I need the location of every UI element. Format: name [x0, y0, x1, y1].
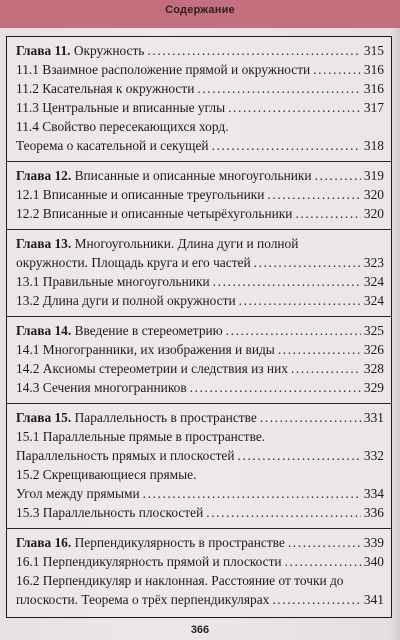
dot-leader — [226, 321, 361, 341]
dot-leader — [238, 446, 361, 466]
entry-title: 11.3 Центральные и вписанные углы — [16, 100, 226, 115]
page-number: 316 — [363, 62, 384, 77]
chapter-heading[interactable] — [16, 234, 384, 254]
page-number: 316 — [363, 81, 384, 96]
chapter-label: Глава 15. — [16, 410, 72, 425]
page-number: 339 — [363, 535, 384, 550]
dot-leader — [291, 359, 361, 379]
page-number: 319 — [363, 168, 384, 183]
entry-title: 14.2 Аксиомы стереометрии и следствия из них — [16, 361, 288, 376]
chapter-name: Параллельность в пространстве — [71, 410, 257, 425]
entry-title: 16.2 Перпендикуляр и наклонная. Расстояние от точки до — [16, 573, 344, 588]
page-number: 315 — [363, 43, 384, 58]
page-number: 334 — [363, 486, 384, 501]
chapter-label: Глава 13. — [16, 236, 72, 251]
dot-leader — [272, 590, 361, 610]
section-divider — [7, 161, 391, 162]
dot-leader — [313, 60, 361, 80]
toc-entry[interactable] — [16, 503, 384, 523]
section-divider — [7, 528, 391, 529]
page-number: 341 — [363, 592, 384, 607]
page-number: 336 — [363, 505, 384, 520]
chapter-label: Глава 12. — [16, 168, 72, 183]
chapter-heading[interactable] — [16, 408, 384, 428]
page-number: 320 — [363, 187, 384, 202]
page-number: 323 — [363, 255, 384, 270]
page-number: 328 — [363, 361, 384, 376]
toc-entry[interactable] — [16, 136, 384, 156]
table-of-contents — [6, 36, 392, 618]
chapter-name: Перпендикулярность в пространстве — [71, 535, 285, 550]
toc-entry[interactable] — [16, 291, 384, 311]
page-number: 329 — [363, 380, 384, 395]
dot-leader — [228, 98, 361, 118]
entry-title: 11.2 Касательная к окружности — [16, 81, 195, 96]
toc-entry[interactable] — [16, 571, 384, 591]
entry-title: 15.3 Параллельность плоскостей — [16, 505, 204, 520]
chapter-title — [16, 321, 223, 341]
entry-title: 14.1 Многогранники, их изображения и виды — [16, 342, 275, 357]
dot-leader — [239, 291, 361, 311]
toc-entry[interactable] — [16, 272, 384, 292]
page-number: 317 — [363, 100, 384, 115]
chapter-title — [16, 166, 312, 186]
entry-title: 13.1 Правильные многоугольники — [16, 274, 210, 289]
chapter-title — [16, 408, 257, 428]
toc-entry[interactable] — [16, 552, 384, 572]
chapter-heading[interactable] — [16, 41, 384, 61]
dot-leader — [260, 408, 361, 428]
entry-title: Параллельность прямых и плоскостей — [16, 448, 235, 463]
dot-leader — [212, 136, 361, 156]
dot-leader — [295, 204, 360, 224]
page-number: 326 — [363, 342, 384, 357]
chapter-name: Многоугольники. Длина дуги и полной — [71, 236, 299, 251]
toc-entry[interactable] — [16, 98, 384, 118]
page-number: 331 — [363, 410, 384, 425]
page-number: 325 — [363, 323, 384, 338]
dot-leader — [206, 503, 361, 523]
toc-entry[interactable] — [16, 79, 384, 99]
toc-entry[interactable] — [16, 465, 384, 485]
dot-leader — [278, 340, 361, 360]
entry-title: 15.2 Скрещивающиеся прямые. — [16, 467, 197, 482]
toc-entry[interactable] — [16, 484, 384, 504]
page-number: 324 — [363, 274, 384, 289]
chapter-name: Введение в стереометрию — [71, 323, 223, 338]
dot-leader — [143, 484, 361, 504]
entry-title: 16.1 Перпендикулярность прямой и плоскости — [16, 554, 282, 569]
toc-entry[interactable] — [16, 340, 384, 360]
entry-title: 11.4 Свойство пересекающихся хорд. — [16, 119, 229, 134]
chapter-name: Окружность — [70, 43, 145, 58]
chapter-title — [16, 533, 285, 553]
chapter-heading[interactable] — [16, 321, 384, 341]
entry-title: плоскости. Теорема о трёх перпендикулярах — [16, 592, 270, 607]
toc-entry[interactable] — [16, 446, 384, 466]
chapter-heading[interactable] — [16, 166, 384, 186]
toc-entry[interactable] — [16, 378, 384, 398]
section-divider — [7, 403, 391, 404]
page-edge-shadow — [390, 28, 400, 640]
toc-entry[interactable] — [16, 359, 384, 379]
toc-entry[interactable] — [16, 60, 384, 80]
chapter-title — [16, 234, 298, 254]
chapter-label: Глава 11. — [16, 43, 71, 58]
toc-entry[interactable] — [16, 117, 384, 137]
section-divider — [7, 229, 391, 230]
entry-title: Теорема о касательной и секущей — [16, 138, 209, 153]
page-number: 324 — [363, 293, 384, 308]
dot-leader — [315, 166, 361, 186]
toc-entry[interactable] — [16, 590, 384, 610]
entry-title: 14.3 Сечения многогранников — [16, 380, 187, 395]
dot-leader — [213, 272, 361, 292]
toc-entry[interactable] — [16, 427, 384, 447]
entry-title: 12.1 Вписанные и описанные треугольники — [16, 187, 265, 202]
page-number: 340 — [363, 554, 384, 569]
chapter-name: Вписанные и описанные многоугольники — [71, 168, 312, 183]
dot-leader — [190, 378, 361, 398]
dot-leader — [267, 185, 360, 205]
chapter-label: Глава 16. — [16, 535, 72, 550]
page-footer-number: 366 — [190, 624, 210, 636]
section-divider — [7, 316, 391, 317]
chapter-label: Глава 14. — [16, 323, 72, 338]
dot-leader — [147, 41, 360, 61]
page-header-title: Содержание — [165, 4, 235, 16]
dot-leader — [285, 552, 361, 572]
entry-title: 12.2 Вписанные и описанные четырёхугольники — [16, 206, 293, 221]
chapter-title — [16, 41, 144, 61]
entry-title: 15.1 Параллельные прямые в пространстве. — [16, 429, 266, 444]
chapter-title-continuation: окружности. Площадь круга и его частей — [16, 255, 251, 270]
dot-leader — [288, 533, 361, 553]
entry-title: 13.2 Длина дуги и полной окружности — [16, 293, 236, 308]
toc-entry[interactable] — [16, 185, 384, 205]
chapter-heading-continuation[interactable] — [16, 253, 384, 273]
page-number: 318 — [363, 138, 384, 153]
chapter-heading[interactable] — [16, 533, 384, 553]
dot-leader — [254, 253, 361, 273]
entry-title: 11.1 Взаимное расположение прямой и окружности — [16, 62, 311, 77]
dot-leader — [197, 79, 361, 99]
page-number: 332 — [363, 448, 384, 463]
entry-title: Угол между прямыми — [16, 486, 140, 501]
toc-entry[interactable] — [16, 204, 384, 224]
page-number: 320 — [363, 206, 384, 221]
